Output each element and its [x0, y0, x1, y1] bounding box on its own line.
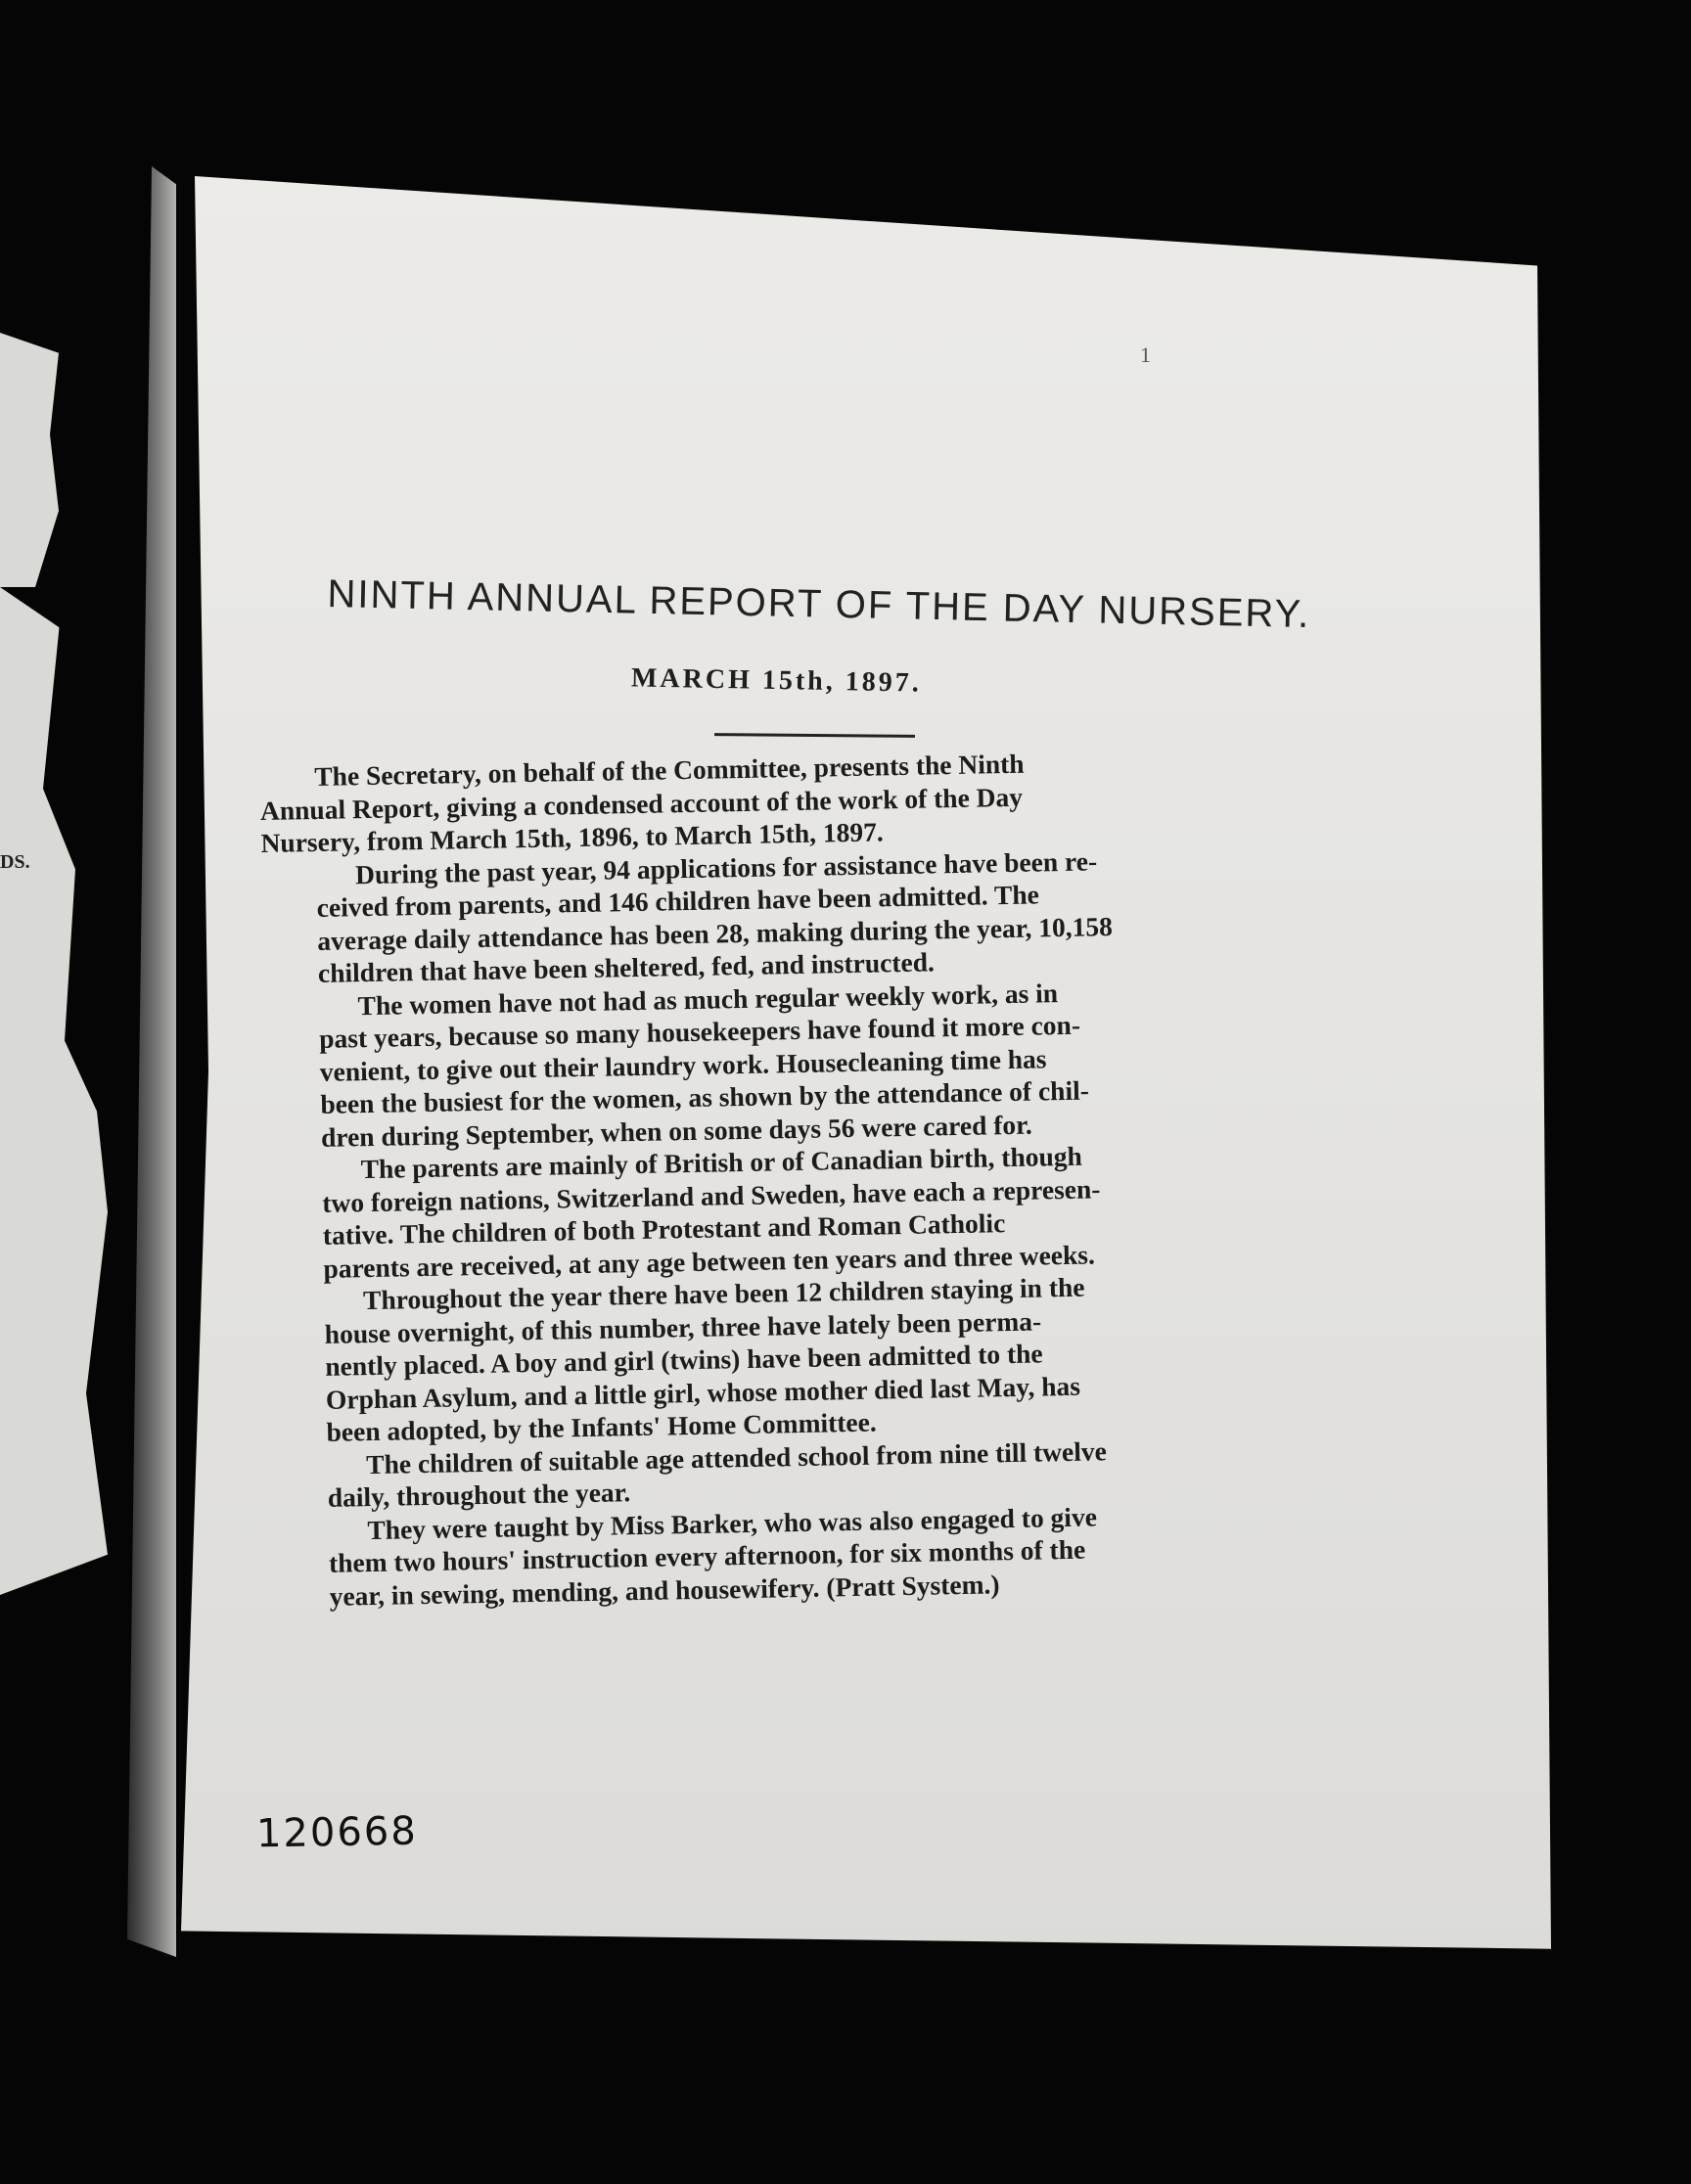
text-line: The Secretary, on behalf of the Committee, presents the Ninth [314, 748, 1025, 792]
text-line: The children of suitable age attended school from nine till twelve [365, 1434, 1108, 1479]
paragraph [269, 1266, 1339, 1449]
scrap-fragment-text: DS. [0, 851, 30, 873]
paragraph [259, 742, 1328, 859]
text-line: average daily attendance has been 28, making during the year, 10,158 [317, 910, 1114, 956]
text-line: Nursery, from March 15th, 1896, to March 15th, 1897. [260, 816, 884, 858]
text-line: The parents are mainly of British or of Canadian birth, though [360, 1140, 1083, 1185]
text-line: Throughout the year there have been 12 children staying in the [362, 1271, 1085, 1316]
text-line: two foreign nations, Switzerland and Sweden, have each a represen- [321, 1172, 1101, 1218]
text-line: been adopted, by the Infants' Home Committee. [326, 1406, 877, 1447]
text-line: They were taught by Miss Barker, who was also engaged to give [367, 1500, 1098, 1545]
handwritten-accession-number: 120668 [255, 1808, 419, 1857]
text-line: ceived from parents, and 146 children have been admitted. The [316, 879, 1040, 923]
text-line: Annual Report, giving a condensed account of the work of the Day [259, 781, 1024, 826]
folio-mark: 1 [1140, 342, 1151, 367]
text-line: been the busiest for the women, as shown by the attendance of chil- [320, 1074, 1090, 1119]
text-line: The women have not had as much regular weekly work, as in [357, 977, 1059, 1021]
text-line: dren during September, when on some days 56 were cared for. [320, 1109, 1032, 1153]
paragraph [261, 841, 1330, 991]
text-line: house overnight, of this number, three have lately been perma- [324, 1304, 1042, 1349]
report-date: MARCH 15th, 1897. [630, 662, 923, 699]
text-line: year, in sewing, mending, and housewifery. (Pratt System.) [329, 1568, 1000, 1612]
text-line: parents are received, at any age between ten years and three weeks. [323, 1238, 1096, 1284]
paragraph [273, 1495, 1342, 1613]
text-line: venient, to give out their laundry work. Housecleaning time has [319, 1042, 1047, 1087]
text-line: During the past year, 94 applications for assistance have been re- [354, 844, 1098, 889]
text-line: tative. The children of both Protestant and Roman Catholic [322, 1207, 1006, 1251]
text-line: daily, throughout the year. [327, 1477, 631, 1513]
text-line: them two hours' instruction every afternoon, for six months of the [328, 1533, 1086, 1578]
report-title: NINTH ANNUAL REPORT OF THE DAY NURSERY. [327, 572, 1311, 637]
text-line: Orphan Asylum, and a little girl, whose mother died last May, has [325, 1370, 1081, 1415]
text-line: children that have been sheltered, fed, and instructed. [317, 946, 936, 988]
paragraph [263, 971, 1333, 1154]
paragraph [266, 1135, 1335, 1286]
text-line: nently placed. A boy and girl (twins) have been admitted to the [325, 1338, 1043, 1382]
report-body [259, 742, 1342, 1614]
text-line: past years, because so many housekeepers have found it more con- [318, 1009, 1081, 1054]
